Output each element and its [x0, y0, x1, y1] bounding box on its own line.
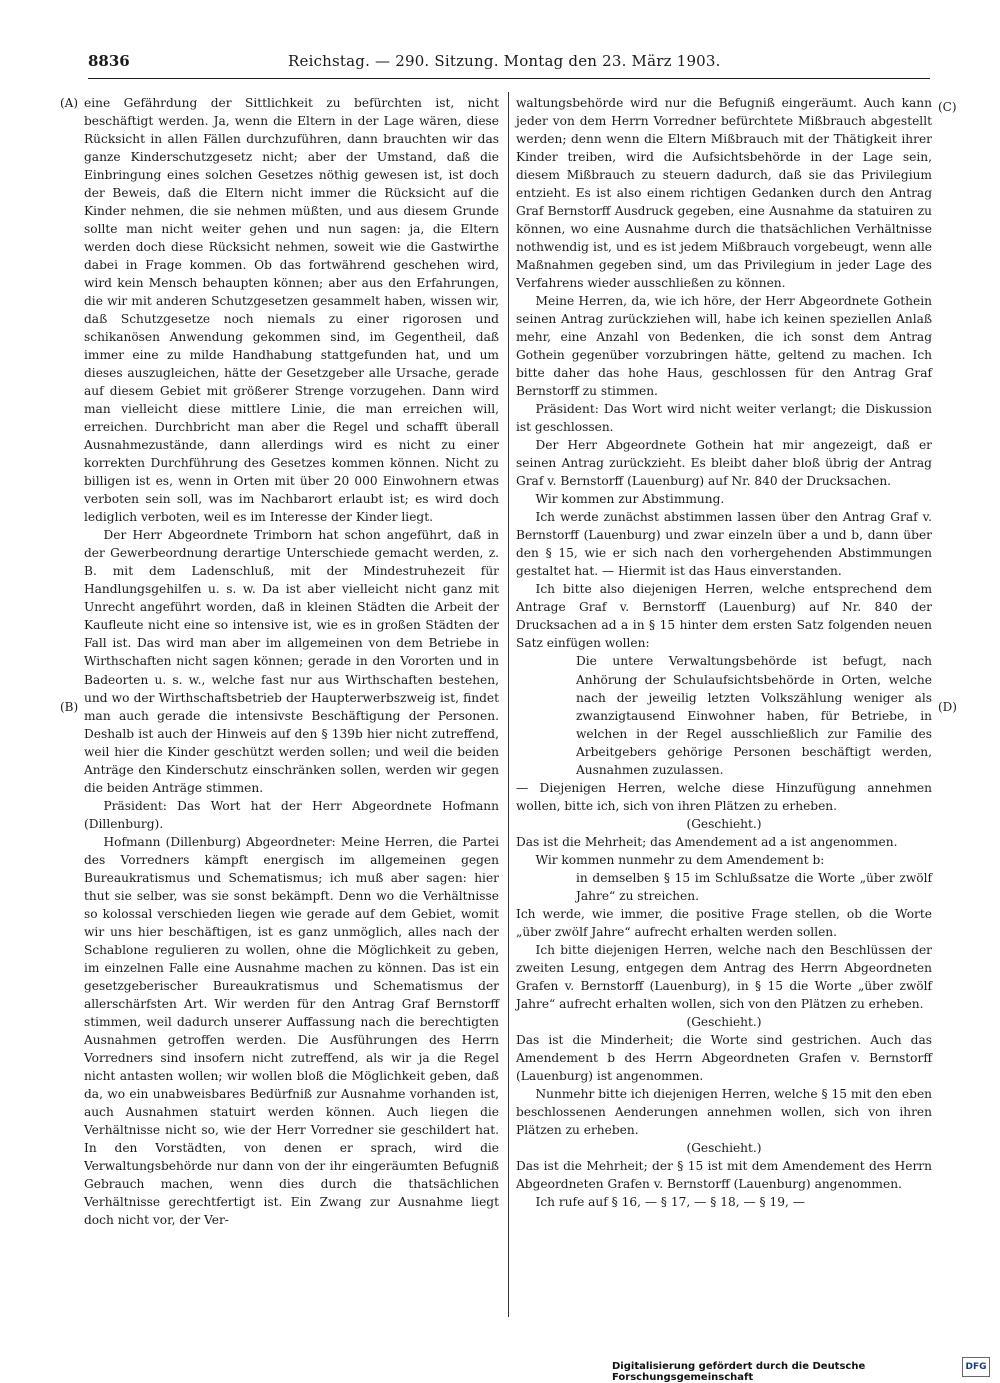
margin-letter-a: (A) [60, 96, 79, 110]
column-divider [508, 92, 509, 1317]
margin-letter-c: (C) [938, 100, 957, 114]
running-title: Reichstag. — 290. Sitzung. Montag den 23. März 1903. [288, 52, 721, 70]
margin-letter-b: (B) [60, 700, 79, 714]
page-number: 8836 [88, 52, 130, 70]
right-column [516, 94, 932, 1211]
paragraph: waltungsbehörde wird nur die Befugniß eingeräumt. Auch kann jeder von dem Herrn Vorredner befürchtete Mißbrauch abgestellt werden; denn wenn die Eltern Mißbrauch mit der Thätigkeit ihrer Kinder treiben, wird die Aufsichtsbehörde in der Lage sein, diesem Mißbrauch zu steuern dadurch, daß sie das Privilegium entzieht. Es ist also einem richtigen Gedanken durch den Antrag Graf Bernstorff Ausdruck gegeben, eine Ausnahme da statuiren zu können, wo eine Ausnahme durch die thatsächlichen Verhältnisse nothwendig ist, und es ist jedem Mißbrauch vorgebeugt, wenn alle Maßnahmen gegeben sind, um das Privilegium in jeder Lage des Verfahrens wieder ausschließen zu können. [516, 96, 932, 291]
paragraph: Der Herr Abgeordnete Trimborn hat schon angeführt, daß in der Gewerbeordnung derartige Unterschiede gemacht werden, z. B. mit dem Ladenschluß, mit der Mindestruhezeit für Handlungsgehilfen u. s. w. Da ist aber vielleicht nicht ganz mit Unrecht angeführt worden, daß in kleinen Städten die Arbeit der Kaufleute nicht eine so intensive ist, wie es in großen Städten der Fall ist. Das wird man aber im allgemeinen von dem Betriebe in Wirthschaften nicht sagen können; gerade in den Vororten und in Badeorten u. s. w., welche fast nur aus Wirthschaften bestehen, und wo der Wirthschaftsbetrieb der Haupterwerbszweig ist, findet man auch gerade die intensivste Beschäftigung der Personen. Deshalb ist auch der Hinweis auf den § 139b hier nicht zutreffend, weil hier die Kinder geschützt werden sollen; und weil die beiden Anträge den Kinderschutz einschränken sollen, werden wir gegen die beiden Anträge stimmen. [84, 528, 499, 795]
left-column [84, 94, 499, 1229]
paragraph: — Diejenigen Herren, welche diese Hinzufügung annehmen wollen, bitte ich, sich von ihren Plätzen zu erheben. [516, 780, 932, 813]
amendment-text: Die untere Verwaltungsbehörde ist befugt, nach Anhörung der Schulaufsichtsbehörde in Orten, welche nach der jeweilig letzten Volkszählung weniger als zwanzigtausend Einwohner haben, für Betriebe, in welchen in der Regel ausschließlich zur Familie des Arbeitgebers gehörige Personen beschäftigt werden, Ausnahmen zuzulassen. [576, 654, 932, 777]
paragraph: Das ist die Mehrheit; der § 15 ist mit dem Amendement des Herrn Abgeordneten Grafen v. Bernstorff (Lauenburg) angenommen. [516, 1158, 932, 1191]
footer-credit [612, 1352, 1000, 1383]
paragraph: Ich werde, wie immer, die positive Frage stellen, ob die Worte „über zwölf Jahre“ aufrecht erhalten werden sollen. [516, 906, 932, 939]
speech-hofmann: Hofmann (Dillenburg) Abgeordneter: Meine Herren, die Partei des Vorredners kämpft energisch im allgemeinen gegen Bureaukratismus und Schematismus; ich muß aber sagen: hier thut sie selber, was sie sonst bekämpft. Denn wo die Verhältnisse so kolossal verschieden liegen wie gerade auf dem Gebiet, womit wir uns hier beschäftigen, ist es ganz unmöglich, alles nach der Schablone regulieren zu wollen, ohne die Möglichkeit zu geben, im einzelnen Falle eine Ausnahme machen zu können. Das ist ein gesetzgeberischer Bureaukratismus und Schematismus der allerschärfsten Art. Wir werden für den Antrag Graf Bernstorff stimmen, weil dadurch unserer Auffassung nach die berechtigten Ausnahmen getroffen werden. Die Ausführungen des Herrn Vorredners sind insofern nicht zutreffend, als wir ja die Regel nicht antasten wollen; wir wollen bloß die Möglichkeit geben, daß da, wo ein unabweisbares Bedürfniß zur Ausnahme vorhanden ist, auch Ausnahmen statuirt werden können. Auch liegen die Verhältnisse nicht so, wie der Herr Vorredner sie geschildert hat. In den Vorstädten, von denen er sprach, wird die Verwaltungsbehörde nur dann von der ihr eingeräumten Befugniß Gebrauch machen, wenn dies durch die thatsächlichen Verhältnisse gerechtfertigt ist. Ein Zwang zur Ausnahme liegt doch nicht vor, der Ver- [84, 834, 499, 1227]
procedural-note: (Geschieht.) [686, 1140, 762, 1155]
president-remark: Präsident: Das Wort wird nicht weiter verlangt; die Diskussion ist geschlossen. [516, 402, 932, 435]
paragraph: Das ist die Mehrheit; das Amendement ad a ist angenommen. [516, 834, 898, 849]
dfg-logo: DFG [962, 1357, 990, 1377]
header-rule [88, 78, 930, 79]
page-header [88, 52, 930, 74]
paragraph: Meine Herren, da, wie ich höre, der Herr Abgeordnete Gothein seinen Antrag zurückziehen will, habe ich keinen speziellen Anlaß mehr, eine Anzahl von Bedenken, die ich sonst dem Antrag Gothein gegenüber vorzubringen hätte, geltend zu machen. Ich bitte daher das hohe Haus, geschlossen für den Antrag Graf Bernstorff zu stimmen. [516, 294, 932, 399]
paragraph: Das ist die Minderheit; die Worte sind gestrichen. Auch das Amendement b des Herrn Abgeordneten Grafen v. Bernstorff (Lauenburg) ist angenommen. [516, 1032, 932, 1083]
procedural-note: (Geschieht.) [686, 816, 762, 831]
paragraph: Ich rufe auf § 16, — § 17, — § 18, — § 19, — [535, 1194, 805, 1209]
paragraph: Nunmehr bitte ich diejenigen Herren, welche § 15 mit den eben beschlossenen Aenderungen annehmen wollen, sich von ihren Plätzen zu erheben. [516, 1086, 932, 1137]
paragraph: Der Herr Abgeordnete Gothein hat mir angezeigt, daß er seinen Antrag zurückzieht. Es bleibt daher bloß übrig der Antrag Graf v. Bernstorff (Lauenburg) auf Nr. 840 der Drucksachen. [516, 438, 932, 489]
president-remark: Präsident: Das Wort hat der Herr Abgeordnete Hofmann (Dillenburg). [84, 798, 499, 831]
paragraph: Wir kommen nunmehr zu dem Amendement b: [535, 852, 825, 867]
footer-text: Digitalisierung gefördert durch die Deutsche Forschungsgemeinschaft [612, 1361, 866, 1383]
paragraph: Wir kommen zur Abstimmung. [535, 492, 725, 507]
paragraph: Ich werde zunächst abstimmen lassen über den Antrag Graf v. Bernstorff (Lauenburg) und zwar einzeln über a und b, dann über den § 15, wie er sich nach den vorhergehenden Abstimmungen gestaltet hat. — Hiermit ist das Haus einverstanden. [516, 510, 932, 579]
margin-letter-d: (D) [938, 700, 957, 714]
paragraph: eine Gefährdung der Sittlichkeit zu befürchten ist, nicht beschäftigt werden. Ja, wenn die Eltern in der Lage wären, diese Rücksicht in allen Fällen durchzuführen, dann brauchten wir das ganze Kinderschutzgesetz nicht; aber der Umstand, daß die Einbringung eines solchen Gesetzes nöthig gewesen ist, ist doch der Beweis, daß die Eltern nicht immer die Rücksicht auf die Kinder nehmen, die sie nehmen müßten, und aus diesem Grunde sollte man nicht weiter gehen und nun sagen: ja, die Eltern werden doch diese Rücksicht nehmen, soweit wie die Gastwirthe dabei in Frage kommen. Ob das fortwährend geschehen wird, wird kein Mensch behaupten können; aber aus den Erfahrungen, die wir mit anderen Schutzgesetzen gesammelt haben, wissen wir, daß Schutzgesetze noch niemals zu einer rigorosen und schikanösen Anwendung gekommen sind, im Gegentheil, daß immer eine zu milde Handhabung stattgefunden hat, und um dieses auszugleichen, hätte der Gesetzgeber alle Ursache, gerade auf diesem Gebiet mit größerer Strenge vorzugehen. Dann wird man vielleicht diese mittlere Linie, die man erreichen will, erreichen. Durchbricht man aber die Regel und schafft überall Ausnahmezustände, dann allerdings wird es nicht zu einer korrekten Durchführung des Gesetzes kommen können. Nicht zu billigen ist es, wenn in Orten mit über 20 000 Einwohnern etwas verboten sein soll, was im Nachbarort erlaubt ist; es wird doch lediglich verboten, weil es im Interesse der Kinder liegt. [84, 96, 499, 525]
paragraph: Ich bitte diejenigen Herren, welche nach den Beschlüssen der zweiten Lesung, entgegen dem Antrag des Herrn Abgeordneten Grafen v. Bernstorff (Lauenburg), in § 15 die Worte „über zwölf Jahre“ aufrecht erhalten wollen, sich von den Plätzen zu erheben. [516, 942, 932, 1011]
amendment-text: in demselben § 15 im Schlußsatze die Worte „über zwölf Jahre“ zu streichen. [576, 870, 932, 903]
paragraph: Ich bitte also diejenigen Herren, welche entsprechend dem Antrage Graf v. Bernstorff (Lauenburg) auf Nr. 840 der Drucksachen ad a in § 15 hinter dem ersten Satz folgenden neuen Satz einfügen wollen: [516, 582, 932, 651]
procedural-note: (Geschieht.) [686, 1014, 762, 1029]
